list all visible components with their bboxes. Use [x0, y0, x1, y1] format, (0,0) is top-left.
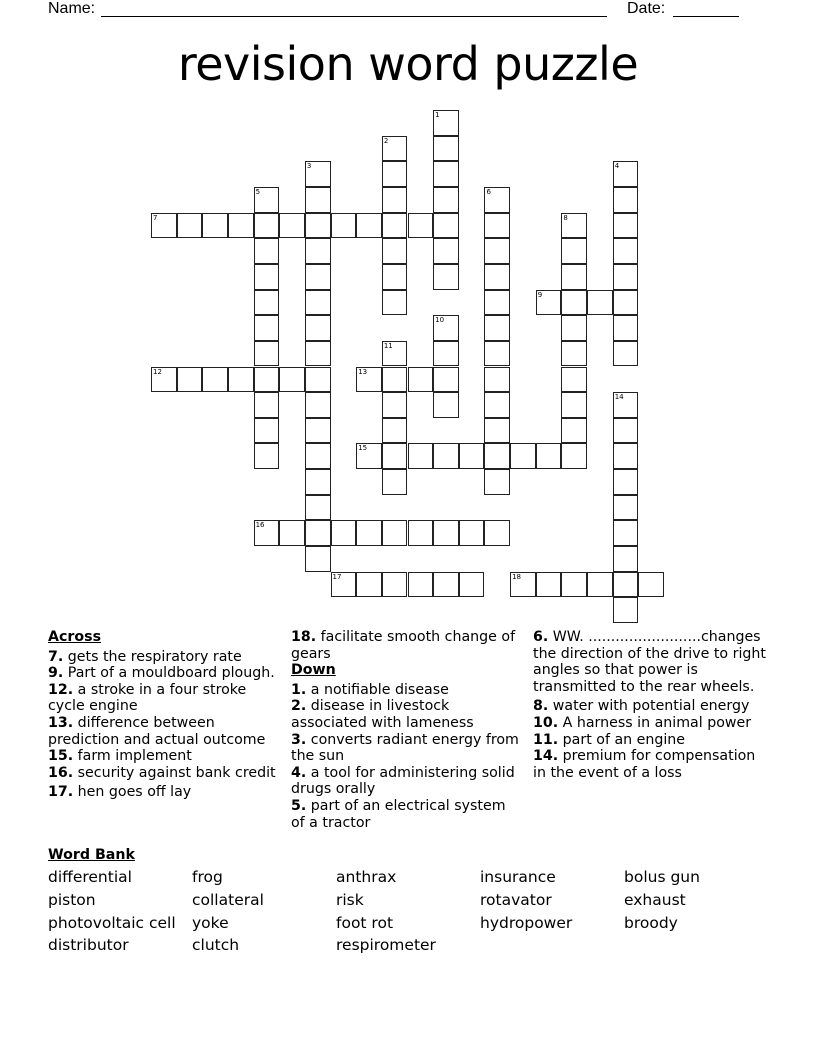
name-label: Name:	[48, 0, 96, 17]
crossword-cell[interactable]	[561, 238, 587, 264]
crossword-cell[interactable]	[228, 367, 254, 393]
clue-across-15: 15. farm implement	[48, 748, 192, 765]
crossword-cell[interactable]	[536, 572, 562, 598]
crossword-cell[interactable]	[613, 597, 639, 623]
clue-number: 10	[435, 316, 445, 325]
clue-number: 12	[153, 367, 162, 376]
crossword-cell[interactable]	[382, 418, 408, 444]
crossword-cell[interactable]	[382, 161, 408, 187]
clue-across-9: 9. Part of a mouldboard plough.	[48, 665, 275, 682]
crossword-cell[interactable]	[331, 520, 357, 546]
clue-down-6: 6. WW. .........................changes the direction of the drive to right angles so that power is transmitted to the rear wheels.	[533, 629, 766, 695]
crossword-cell[interactable]	[305, 238, 331, 264]
clue-down-3: 3. converts radiant energy from the sun	[291, 731, 519, 765]
crossword-cell[interactable]	[561, 264, 587, 290]
word-bank-item: frog	[192, 868, 223, 886]
crossword-cell[interactable]	[433, 367, 459, 393]
word-bank-item: photovoltaic cell	[48, 913, 176, 932]
crossword-cell[interactable]	[433, 572, 459, 598]
crossword-cell[interactable]	[331, 572, 357, 598]
clue-number: 16	[255, 521, 265, 530]
word-bank-item: yoke	[192, 913, 229, 932]
clue-down-10: 10. A harness in animal power	[533, 714, 752, 731]
crossword-cell[interactable]	[305, 161, 331, 187]
clue-across-13: 13. difference between prediction and actual outcome	[48, 714, 266, 748]
crossword-cell[interactable]	[305, 469, 331, 495]
word-bank-item: clutch	[192, 936, 240, 955]
page-title: revision word puzzle	[177, 37, 639, 91]
crossword-cell[interactable]	[305, 187, 331, 213]
crossword-cell[interactable]	[202, 367, 228, 393]
word-bank-item: respirometer	[336, 936, 436, 955]
crossword-cell[interactable]	[561, 572, 587, 598]
word-bank-item: insurance	[480, 868, 556, 886]
clue-across-7: 7. gets the respiratory rate	[48, 648, 242, 665]
crossword-cell[interactable]	[613, 290, 639, 316]
clue-down-2: 2. disease in livestock associated with lameness	[291, 698, 474, 731]
crossword-cell[interactable]	[536, 290, 562, 316]
crossword-cell[interactable]	[613, 546, 639, 572]
crossword-cell[interactable]	[433, 315, 459, 341]
crossword-cell[interactable]	[433, 213, 459, 239]
crossword-cell[interactable]	[254, 418, 280, 444]
crossword-cell[interactable]	[484, 187, 510, 213]
crossword-cell[interactable]	[382, 238, 408, 264]
crossword-cell[interactable]	[228, 213, 254, 239]
clue-number: 3	[306, 162, 312, 171]
crossword-cell[interactable]	[382, 187, 408, 213]
crossword-cell[interactable]	[613, 392, 639, 418]
crossword-cell[interactable]	[382, 520, 408, 546]
crossword-cell[interactable]	[382, 290, 408, 316]
crossword-cell[interactable]	[561, 418, 587, 444]
word-bank-item: collateral	[192, 890, 264, 909]
crossword-cell[interactable]	[613, 418, 639, 444]
crossword-cell[interactable]	[151, 213, 177, 239]
crossword-cell[interactable]	[254, 238, 280, 264]
crossword-cell[interactable]	[613, 213, 639, 239]
clue-across-16: 16. security against bank credit	[48, 764, 276, 781]
crossword-cell[interactable]	[613, 187, 639, 213]
crossword-cell[interactable]	[484, 520, 510, 546]
across-heading: Across	[48, 629, 102, 645]
crossword-cell[interactable]	[613, 495, 639, 521]
crossword-cell[interactable]	[382, 136, 408, 162]
crossword-cell[interactable]	[331, 213, 357, 239]
crossword-cell[interactable]	[305, 290, 331, 316]
crossword-cell[interactable]	[356, 213, 382, 239]
crossword-cell[interactable]	[613, 520, 639, 546]
crossword-cell[interactable]	[305, 264, 331, 290]
crossword-cell[interactable]	[561, 213, 587, 239]
crossword-cell[interactable]	[433, 392, 459, 418]
crossword-cell[interactable]	[613, 572, 639, 598]
crossword-cell[interactable]	[382, 469, 408, 495]
crossword-cell[interactable]	[510, 572, 536, 598]
clues-column-3	[533, 629, 769, 781]
crossword-cell[interactable]	[254, 341, 280, 367]
crossword-cell[interactable]	[561, 341, 587, 367]
date-label: Date:	[627, 0, 666, 17]
clue-number: 9	[537, 290, 543, 299]
crossword-cell[interactable]	[305, 520, 331, 546]
crossword-cell[interactable]	[433, 187, 459, 213]
clue-down-4: 4. a tool for administering solid drugs orally	[291, 764, 515, 798]
clue-number: 8	[563, 213, 568, 222]
crossword-cell[interactable]	[613, 264, 639, 290]
crossword-cell[interactable]	[510, 443, 536, 469]
crossword-cell[interactable]	[305, 392, 331, 418]
crossword-cell[interactable]	[459, 520, 485, 546]
clue-down-14: 14. premium for compensation in the event of a loss	[533, 748, 756, 781]
crossword-cell[interactable]	[536, 443, 562, 469]
crossword-cell[interactable]	[613, 443, 639, 469]
word-bank-item: foot rot	[336, 913, 394, 932]
crossword-cell[interactable]	[305, 546, 331, 572]
crossword-cell[interactable]	[484, 392, 510, 418]
crossword-cell[interactable]	[408, 443, 434, 469]
clue-across-17: 17. hen goes off lay	[48, 784, 192, 801]
crossword-cell[interactable]	[433, 161, 459, 187]
clue-number: 17	[332, 572, 342, 581]
crossword-cell[interactable]	[561, 392, 587, 418]
crossword-cell[interactable]	[484, 315, 510, 341]
crossword-cell[interactable]	[356, 367, 382, 393]
crossword-cell[interactable]	[484, 238, 510, 264]
crossword-cell[interactable]	[305, 315, 331, 341]
word-bank-item: anthrax	[336, 868, 397, 886]
crossword-cell[interactable]	[408, 213, 434, 239]
crossword-cell[interactable]	[254, 392, 280, 418]
crossword-cell[interactable]	[433, 238, 459, 264]
crossword-cell[interactable]	[484, 213, 510, 239]
crossword-cell[interactable]	[613, 341, 639, 367]
word-bank-item: piston	[48, 890, 96, 909]
word-bank-item: broody	[624, 913, 678, 932]
crossword-cell[interactable]	[305, 495, 331, 521]
crossword-cell[interactable]	[356, 572, 382, 598]
crossword-cell[interactable]	[587, 572, 613, 598]
crossword-cell[interactable]	[561, 290, 587, 316]
crossword-cell[interactable]	[433, 443, 459, 469]
crossword-cell[interactable]	[433, 136, 459, 162]
crossword-cell[interactable]	[254, 213, 280, 239]
crossword-cell[interactable]	[382, 443, 408, 469]
crossword-cell[interactable]	[305, 367, 331, 393]
crossword-cell[interactable]	[408, 572, 434, 598]
crossword-cell[interactable]	[433, 341, 459, 367]
clues-column-2	[291, 629, 523, 831]
crossword-cell[interactable]	[613, 161, 639, 187]
clue-down-5: 5. part of an electrical system of a tractor	[291, 797, 506, 831]
word-bank-item: bolus gun	[624, 868, 700, 886]
crossword-cell[interactable]	[279, 213, 305, 239]
crossword-cell[interactable]	[484, 443, 510, 469]
crossword-cell[interactable]	[177, 367, 203, 393]
crossword-cell[interactable]	[484, 367, 510, 393]
crossword-cell[interactable]	[151, 367, 177, 393]
crossword-cell[interactable]	[484, 264, 510, 290]
clue-down-8: 8. water with potential energy	[533, 698, 750, 715]
crossword-cell[interactable]	[177, 213, 203, 239]
crossword-cell[interactable]	[484, 290, 510, 316]
crossword-cell[interactable]	[254, 187, 280, 213]
crossword-cell[interactable]	[356, 520, 382, 546]
crossword-cell[interactable]	[254, 264, 280, 290]
crossword-cell[interactable]	[484, 469, 510, 495]
clue-number: 15	[358, 444, 368, 453]
word-bank-item: rotavator	[480, 890, 552, 909]
crossword-cell[interactable]	[484, 341, 510, 367]
crossword-cell[interactable]	[459, 443, 485, 469]
crossword-cell[interactable]	[433, 110, 459, 136]
crossword-cell[interactable]	[382, 367, 408, 393]
crossword-cell[interactable]	[561, 443, 587, 469]
clue-number: 14	[614, 393, 624, 402]
word-bank-title: Word Bank	[48, 847, 135, 863]
crossword-cell[interactable]	[484, 418, 510, 444]
crossword-cell[interactable]	[382, 213, 408, 239]
crossword-cell[interactable]	[382, 572, 408, 598]
crossword-cell[interactable]	[587, 290, 613, 316]
crossword-cell[interactable]	[613, 315, 639, 341]
clue-number: 4	[614, 162, 620, 171]
clue-across-12: 12. a stroke in a four stroke cycle engine	[48, 681, 247, 715]
crossword-cell[interactable]	[279, 367, 305, 393]
clue-number: 11	[383, 341, 393, 350]
down-heading: Down	[291, 662, 336, 679]
crossword-cell[interactable]	[254, 443, 280, 469]
crossword-cell[interactable]	[561, 315, 587, 341]
crossword-cell[interactable]	[202, 213, 228, 239]
crossword-cell[interactable]	[254, 315, 280, 341]
clue-down-11: 11. part of an engine	[533, 731, 686, 748]
crossword-cell[interactable]	[382, 341, 408, 367]
crossword-cell[interactable]	[305, 418, 331, 444]
clue-number: 18	[512, 572, 522, 581]
crossword-cell[interactable]	[408, 367, 434, 393]
crossword-cell[interactable]	[638, 572, 664, 598]
crossword-cell[interactable]	[254, 367, 280, 393]
crossword-cell[interactable]	[561, 367, 587, 393]
clue-number: 5	[255, 187, 261, 196]
crossword-cell[interactable]	[382, 392, 408, 418]
word-bank-item: differential	[48, 868, 132, 886]
crossword-cell[interactable]	[613, 238, 639, 264]
crossword-cell[interactable]	[408, 520, 434, 546]
clue-down-1: 1. a notifiable disease	[291, 681, 449, 698]
clues-column-1	[48, 629, 280, 801]
crossword-cell[interactable]	[305, 443, 331, 469]
word-bank-item: risk	[336, 890, 364, 909]
clue-number: 1	[435, 111, 440, 119]
crossword-cell[interactable]	[254, 520, 280, 546]
clue-across-18: 18. facilitate smooth change of gears	[291, 629, 516, 662]
crossword-cell[interactable]	[305, 213, 331, 239]
crossword-cell[interactable]	[433, 264, 459, 290]
crossword-cell[interactable]	[433, 520, 459, 546]
crossword-cell[interactable]	[305, 341, 331, 367]
crossword-cell[interactable]	[254, 290, 280, 316]
clue-number: 6	[486, 187, 491, 196]
clue-number: 13	[358, 367, 368, 376]
crossword-cell[interactable]	[382, 264, 408, 290]
crossword-cell[interactable]	[356, 443, 382, 469]
clue-number: 7	[153, 213, 158, 222]
clue-number: 2	[383, 136, 389, 145]
crossword-cell[interactable]	[459, 572, 485, 598]
crossword-cell[interactable]	[613, 469, 639, 495]
word-bank-item: hydropower	[480, 913, 573, 932]
crossword-cell[interactable]	[279, 520, 305, 546]
word-bank-item: distributor	[48, 936, 129, 955]
word-bank-item: exhaust	[624, 890, 686, 909]
